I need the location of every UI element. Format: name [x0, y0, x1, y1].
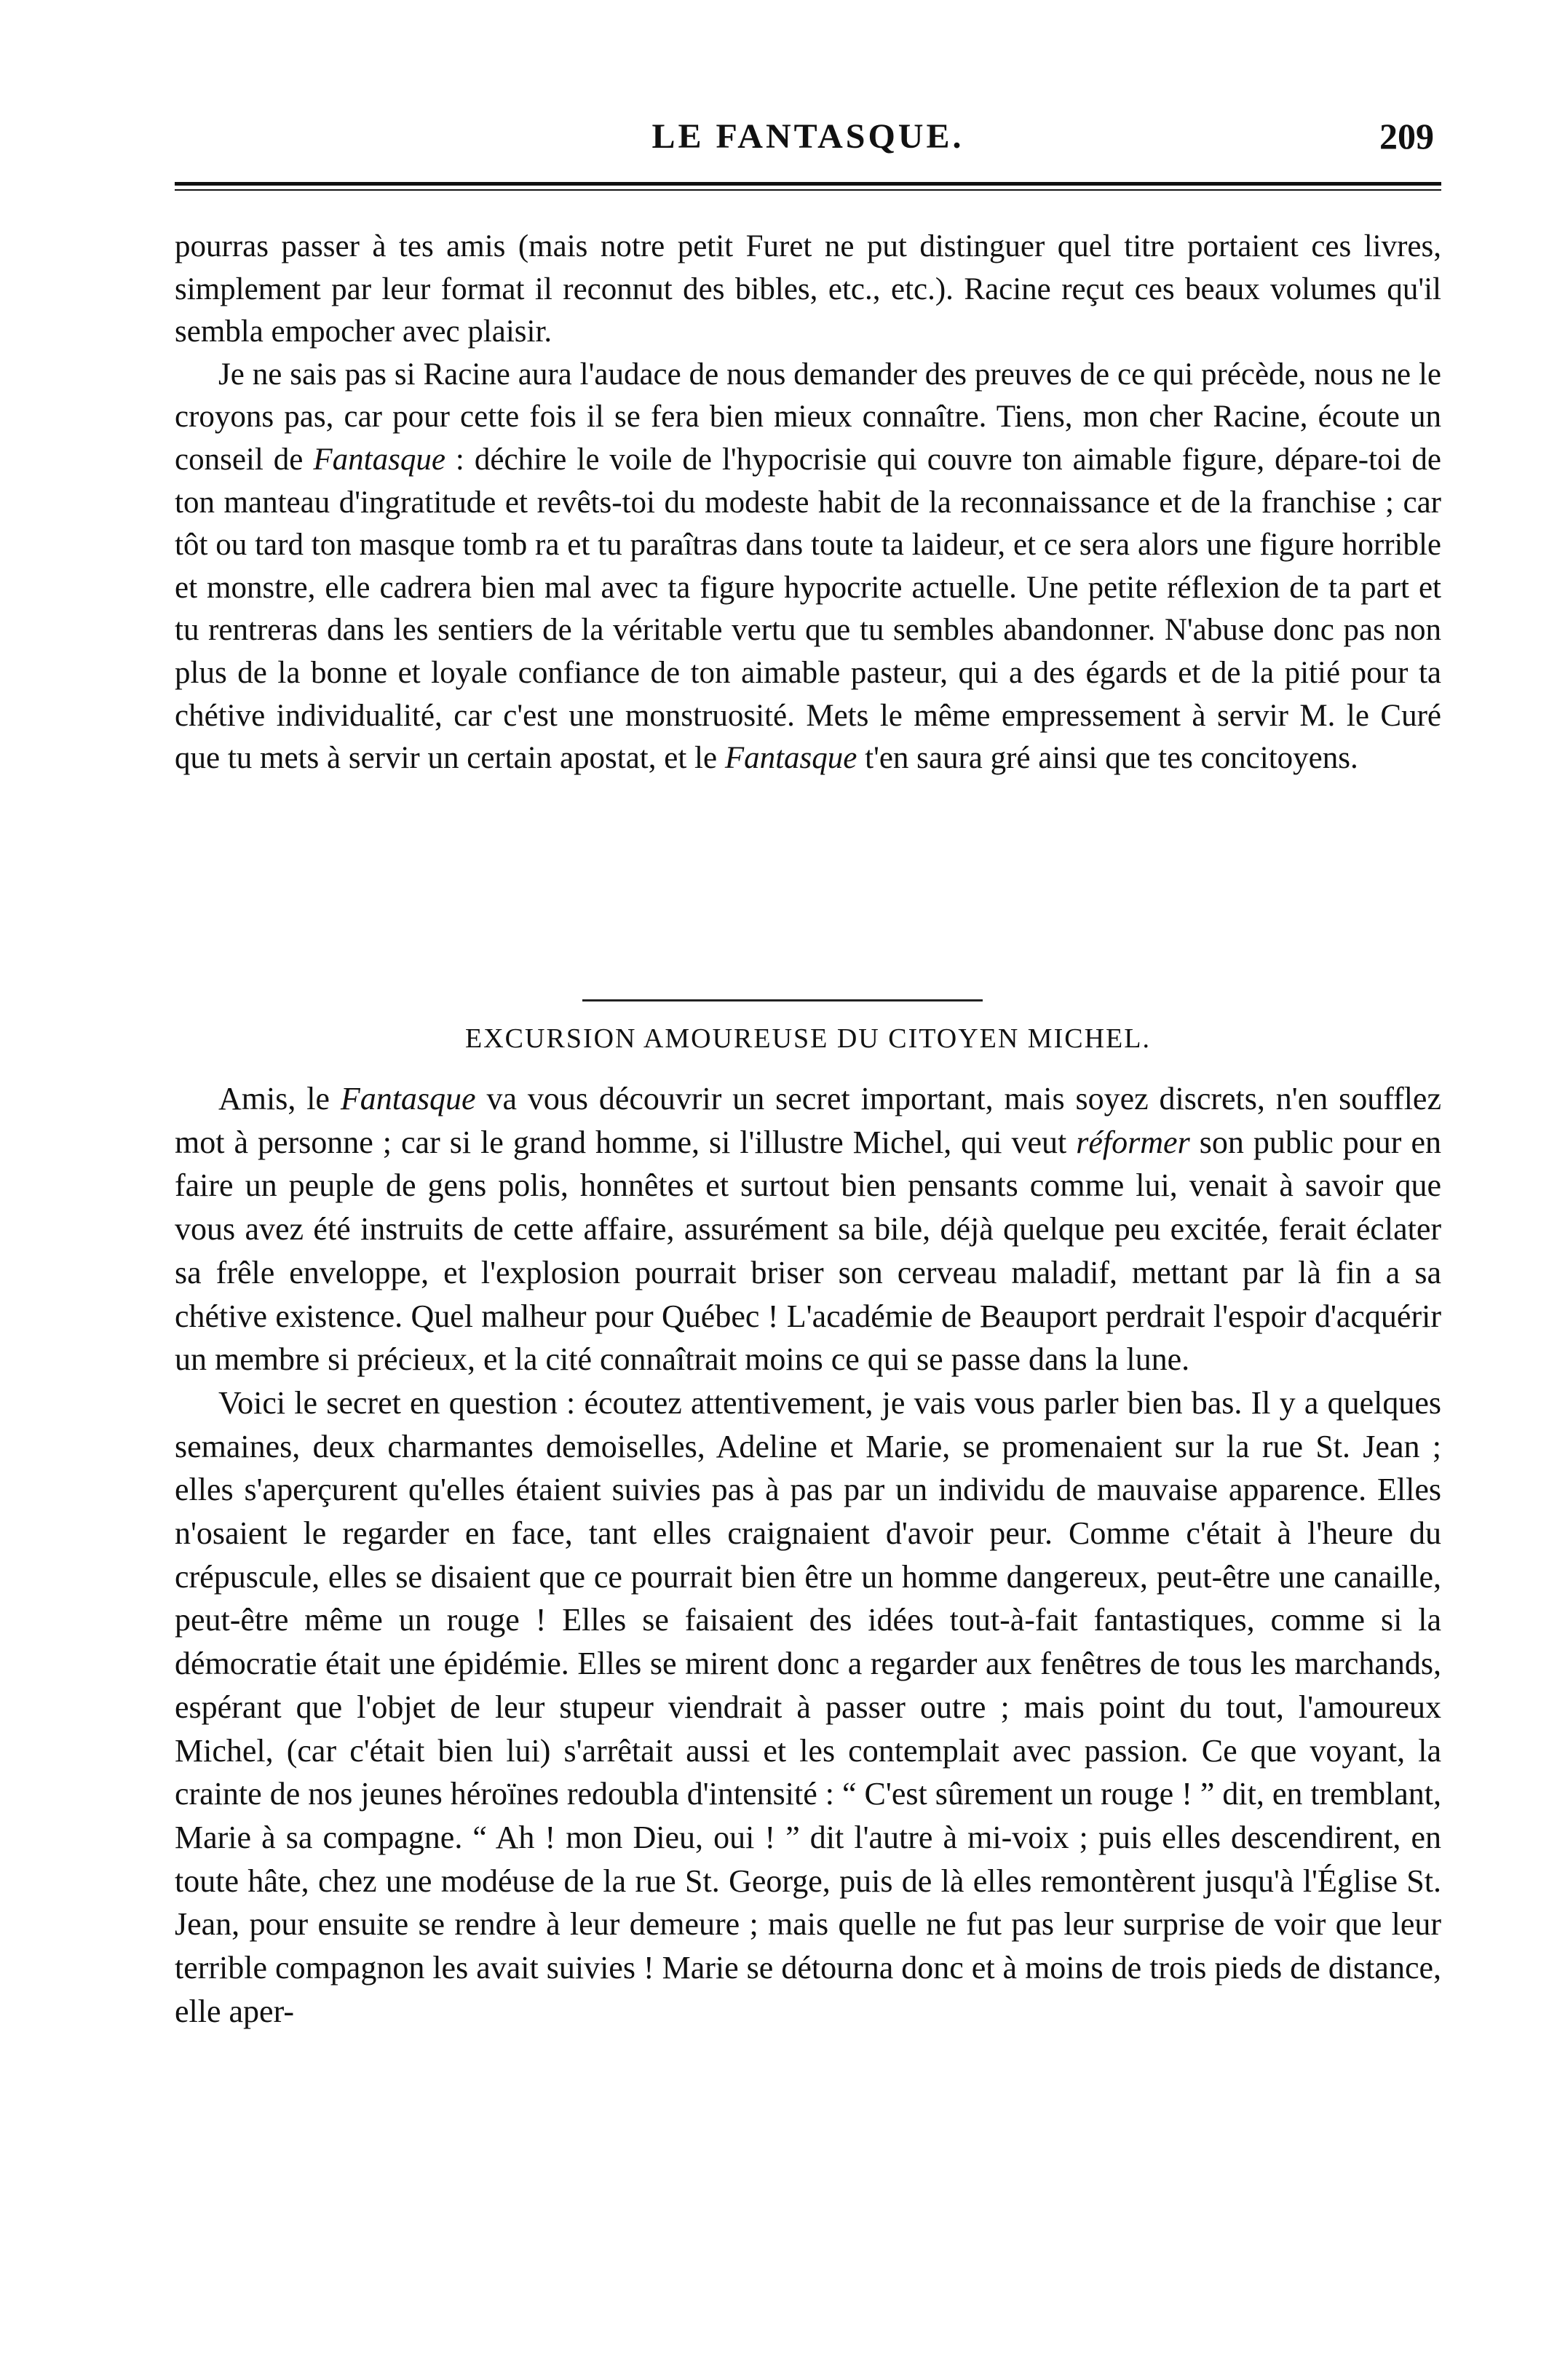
text-run: son public pour en faire un peuple de gens polis, honnêtes et surtout bien pensants comme lui, venait à savoir que vous avez été instruits de cette affaire, assurément sa bile, déjà quelque peu excitée, ferait éclater sa frêle enveloppe, et l'explosion pourrait briser son cerveau maladif, mettant par là fin a sa chétive existence. Quel malheur pour Québec ! L'académie de Beauport perdrait l'espoir d'acquérir un membre si précieux, et la cité connaîtrait moins ce qui se passe dans la lune.	[175, 1124, 1441, 1378]
text-run: t'en saura gré ainsi que tes concitoyens.	[857, 741, 1358, 776]
page-header	[175, 102, 1441, 167]
italic-title: Fantasque	[340, 1081, 476, 1116]
italic-title: Fantasque	[724, 741, 857, 776]
text-run: : déchire le voile de l'hypocrisie qui couvre ton aimable figure, dépare-toi de ton manteau d'ingratitude et revêts-toi du modeste habit de la reconnaissance et de la franchise ; car tôt ou tard ton masque tomb ra et tu paraîtras dans toute ta laideur, et ce sera alors une figure horrible et monstre, elle cadrera bien mal avec ta figure hypocrite actuelle. Une petite réflexion de ta part et tu rentreras dans les sentiers de la véritable vertu que tu sembles abandonner. N'abuse donc pas non plus de la bonne et loyale confiance de ton aimable pasteur, qui a des égards et de la pitié pour ta chétive individualité, car c'est une monstruosité. Mets le même empressement à servir M. le Curé que tu mets à servir un certain apostat, et le	[175, 442, 1441, 776]
paragraph: pourras passer à tes amis (mais notre petit Furet ne put distinguer quel titre portaient ces livres, simplement par leur format il reconnut des bibles, etc., etc.). Racine reçut ces beaux volumes qu'il sembla empocher avec plaisir.	[175, 229, 1441, 349]
text-run: Je ne sais pas si Racine aura l'audace de nous demander des preuves de ce qui précède, nous ne le croyons pas, car pour cette fois il se fera bien mieux connaître. Tiens, mon cher Racine, écoute un conseil de	[175, 357, 1441, 477]
article-michel	[175, 1077, 1441, 2033]
article-racine	[175, 226, 1441, 780]
italic-title: Fantasque	[313, 442, 445, 477]
paragraph	[175, 354, 1441, 780]
page-number: 209	[1379, 116, 1434, 156]
paragraph: Voici le secret en question : écoutez attentivement, je vais vous parler bien bas. Il y a quelques semaines, deux charmantes demoiselles, Adeline et Marie, se promenaient sur la rue St. Jean ; elles s'aperçurent qu'elles étaient suivies pas à pas par un individu de mauvaise apparence. Elles n'osaient le regarder en face, tant elles craignaient d'avoir peur. Comme c'était à l'heure du crépuscule, elles se disaient que ce pourrait bien être un homme dangereux, peut-être une canaille, peut-être même un rouge ! Elles se faisaient des idées tout-à-fait fantastiques, comme si la démocratie était une épidémie. Elles se mirent donc a regarder aux fenêtres de tous les marchands, espérant que l'objet de leur stupeur viendrait à passer outre ; mais point du tout, l'amoureux Michel, (car c'était bien lui) s'arrêtait aussi et les contemplait avec passion. Ce que voyant, la crainte de nos jeunes héroïnes redoubla d'intensité : “ C'est sûrement un rouge ! ” dit, en tremblant, Marie à sa compagne. “ Ah ! mon Dieu, oui ! ” dit l'autre à mi-voix ; puis elles descendirent, en toute hâte, chez une modéuse de la rue St. George, puis de là elles remontèrent jusqu'à l'Église St. Jean, pour ensuite se rendre à leur demeure ; mais quelle ne fut pas leur surprise de voir que leur terrible compagnon les avait suivies ! Marie se détourna donc et à moins de trois pieds de distance, elle aper-	[175, 1384, 1441, 2029]
section-title: EXCURSION AMOUREUSE DU CITOYEN MICHEL.	[465, 1023, 1151, 1054]
header-rule	[175, 182, 1441, 191]
text-run: va vous découvrir un secret important, mais soyez discrets, n'en soufflez mot à personne ; car si le grand homme, si l'illustre Michel, qui veut	[175, 1081, 1441, 1160]
italic-word: réformer	[1076, 1124, 1190, 1160]
section-divider	[582, 999, 983, 1001]
paragraph	[175, 1077, 1441, 1381]
running-title: LE FANTASQUE.	[651, 117, 964, 156]
text-run: Amis, le	[218, 1081, 341, 1116]
